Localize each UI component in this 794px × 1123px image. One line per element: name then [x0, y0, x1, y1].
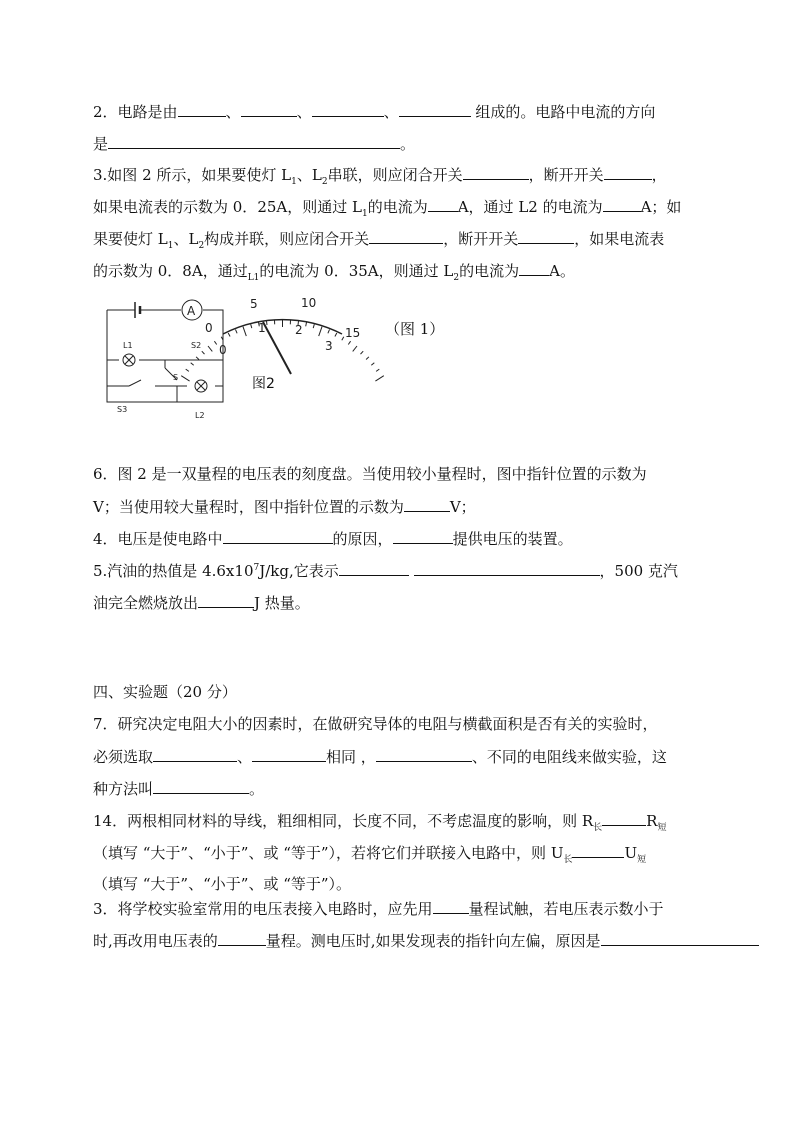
answer-blank[interactable]: [153, 778, 249, 794]
dial-tick: [348, 341, 350, 344]
q2-line-2: 是 。: [93, 135, 416, 153]
upper-scale-15: 15: [345, 326, 361, 340]
ammeter-label: A: [187, 304, 196, 318]
upper-scale-10: 10: [301, 296, 317, 310]
q3-line-2: 如果电流表的示数为 0．25A，则通过 $L_1$的电流为 A，通过 L2 的电流为 A；如: [93, 198, 682, 219]
lower-scale-0: 0: [219, 343, 227, 357]
answer-blank[interactable]: [108, 133, 400, 149]
lower-scale-3: 3: [325, 339, 333, 353]
answer-blank[interactable]: [369, 228, 443, 244]
switch-s2-label: S2: [191, 341, 202, 350]
answer-blank[interactable]: [603, 196, 641, 212]
dial-tick: [335, 333, 337, 337]
q3-line-4: 的示数为 0．8A，通过$_{L1}$的电流为 0．35A，则通过 $L_2$的电流为 A。: [93, 262, 575, 283]
dial-tick: [267, 321, 268, 325]
dial-tick: [208, 346, 212, 351]
switch-s3-label: S3: [117, 405, 128, 414]
dial-tick: [306, 322, 307, 326]
q7-line-2: 必须选取 、 相同 ， 、不同的电阻线来做实验，这: [93, 748, 667, 766]
q4-line: 4．电压是使电路中 的原因， 提供电压的装置。: [93, 530, 573, 548]
answer-blank[interactable]: [393, 528, 453, 544]
dial-tick: [186, 369, 189, 371]
bulb-l1-icon: [123, 341, 135, 366]
q3b-line-1: 3．将学校实验室常用的电压表接入电路时，应先用 量程试触，若电压表示数小于: [93, 900, 664, 918]
q6-line-2: V；当使用较大量程时，图中指针位置的示数为 V；: [93, 498, 476, 516]
answer-blank[interactable]: [153, 746, 237, 762]
dial-tick: [353, 346, 357, 351]
lower-scale-1: 1: [258, 321, 266, 335]
dial-tick: [313, 324, 314, 328]
upper-scale-0: 0: [205, 321, 213, 335]
q7-line-3: 种方法叫 。: [93, 780, 265, 798]
bulb-l2-icon: [195, 380, 207, 420]
answer-blank[interactable]: [339, 560, 409, 576]
dial-tick: [181, 376, 189, 381]
answer-blank[interactable]: [198, 592, 254, 608]
q3-line-1: 3.如图 2 所示，如果要使灯 $L_1$、$L_2$串联，则应闭合开关 ，断开开关 ，: [93, 166, 667, 187]
answer-blank[interactable]: [518, 228, 574, 244]
voltmeter-dial: [181, 296, 384, 381]
circuit-and-meter-diagram: [95, 290, 455, 425]
dial-tick: [371, 363, 374, 366]
dial-tick: [251, 324, 252, 328]
section-4-title: 四、实验题（20 分）: [93, 683, 237, 701]
q5-line-2: 油完全燃烧放出 J 热量。: [93, 594, 310, 612]
q6-line-1: 6．图 2 是一双量程的电压表的刻度盘。当使用较小量程时，图中指针位置的示数为: [93, 465, 647, 483]
q7-line-1: 7．研究决定电阻大小的因素时，在做研究导体的电阻与横截面积是否有关的实验时，: [93, 715, 658, 733]
dial-tick: [243, 327, 246, 336]
q3-line-3: 果要使灯 $L_1$、$L_2$构成并联，则应闭合开关 ，断开开关 ，如果电流表: [93, 230, 665, 251]
dial-tick: [319, 327, 322, 336]
answer-blank[interactable]: [604, 164, 652, 180]
dial-tick: [202, 351, 205, 354]
answer-blank[interactable]: [399, 101, 471, 117]
dial-tick: [228, 333, 230, 337]
answer-blank[interactable]: [376, 746, 472, 762]
dial-tick: [375, 376, 383, 381]
dial-tick: [196, 357, 199, 360]
answer-blank[interactable]: [218, 930, 266, 946]
answer-blank[interactable]: [601, 930, 759, 946]
upper-scale-5: 5: [250, 297, 258, 311]
bulb-l2-label: L2: [195, 411, 205, 420]
answer-blank[interactable]: [252, 746, 326, 762]
answer-blank[interactable]: [241, 101, 297, 117]
q2-line-1: 2．电路是由 、 、 、 组成的。电路中电流的方向: [93, 103, 656, 121]
q14-line-3: （填写 “大于”、“小于”、或 “等于”）。: [93, 875, 352, 893]
dial-tick: [361, 351, 364, 354]
dial-tick: [214, 341, 216, 344]
switch-s-label: S: [173, 373, 179, 382]
q14-line-1: 14．两根相同材料的导线，粗细相同，长度不同，不考虑温度的影响，则 $R_长$ $R_短$: [93, 812, 667, 833]
answer-blank[interactable]: [178, 101, 226, 117]
dial-tick: [376, 369, 379, 371]
answer-blank[interactable]: [572, 842, 624, 858]
answer-blank[interactable]: [312, 101, 384, 117]
answer-blank[interactable]: [223, 528, 333, 544]
answer-blank[interactable]: [404, 496, 450, 512]
answer-blank[interactable]: [433, 898, 469, 914]
answer-blank[interactable]: [463, 164, 529, 180]
dial-tick: [328, 330, 330, 334]
dial-tick: [236, 330, 238, 334]
bulb-l1-label: L1: [123, 341, 133, 350]
figure-2-caption: 图2: [252, 376, 275, 392]
answer-blank[interactable]: [519, 260, 549, 276]
ammeter-icon: [182, 300, 202, 320]
q5-line-1: 5.汽油的热值是 $4.6x10^7J/kg$,它表示 ，500 克汽: [93, 562, 678, 580]
meter-pointer: [263, 322, 291, 374]
q3b-line-2: 时,再改用电压表的 量程。测电压时,如果发现表的指针向左偏，原因是: [93, 930, 759, 951]
q14-line-2: （填写 “大于”、“小于”、或 “等于”），若将它们并联接入电路中，则 $U_长$ $U_短$: [93, 844, 647, 865]
lower-scale-2: 2: [295, 323, 303, 337]
dial-tick: [191, 363, 194, 366]
figure-1-caption: （图 1）: [385, 320, 445, 338]
dial-tick: [342, 337, 344, 341]
answer-blank[interactable]: [428, 196, 458, 212]
dial-tick: [366, 357, 369, 360]
answer-blank[interactable]: [602, 810, 646, 826]
answer-blank[interactable]: [414, 560, 600, 576]
